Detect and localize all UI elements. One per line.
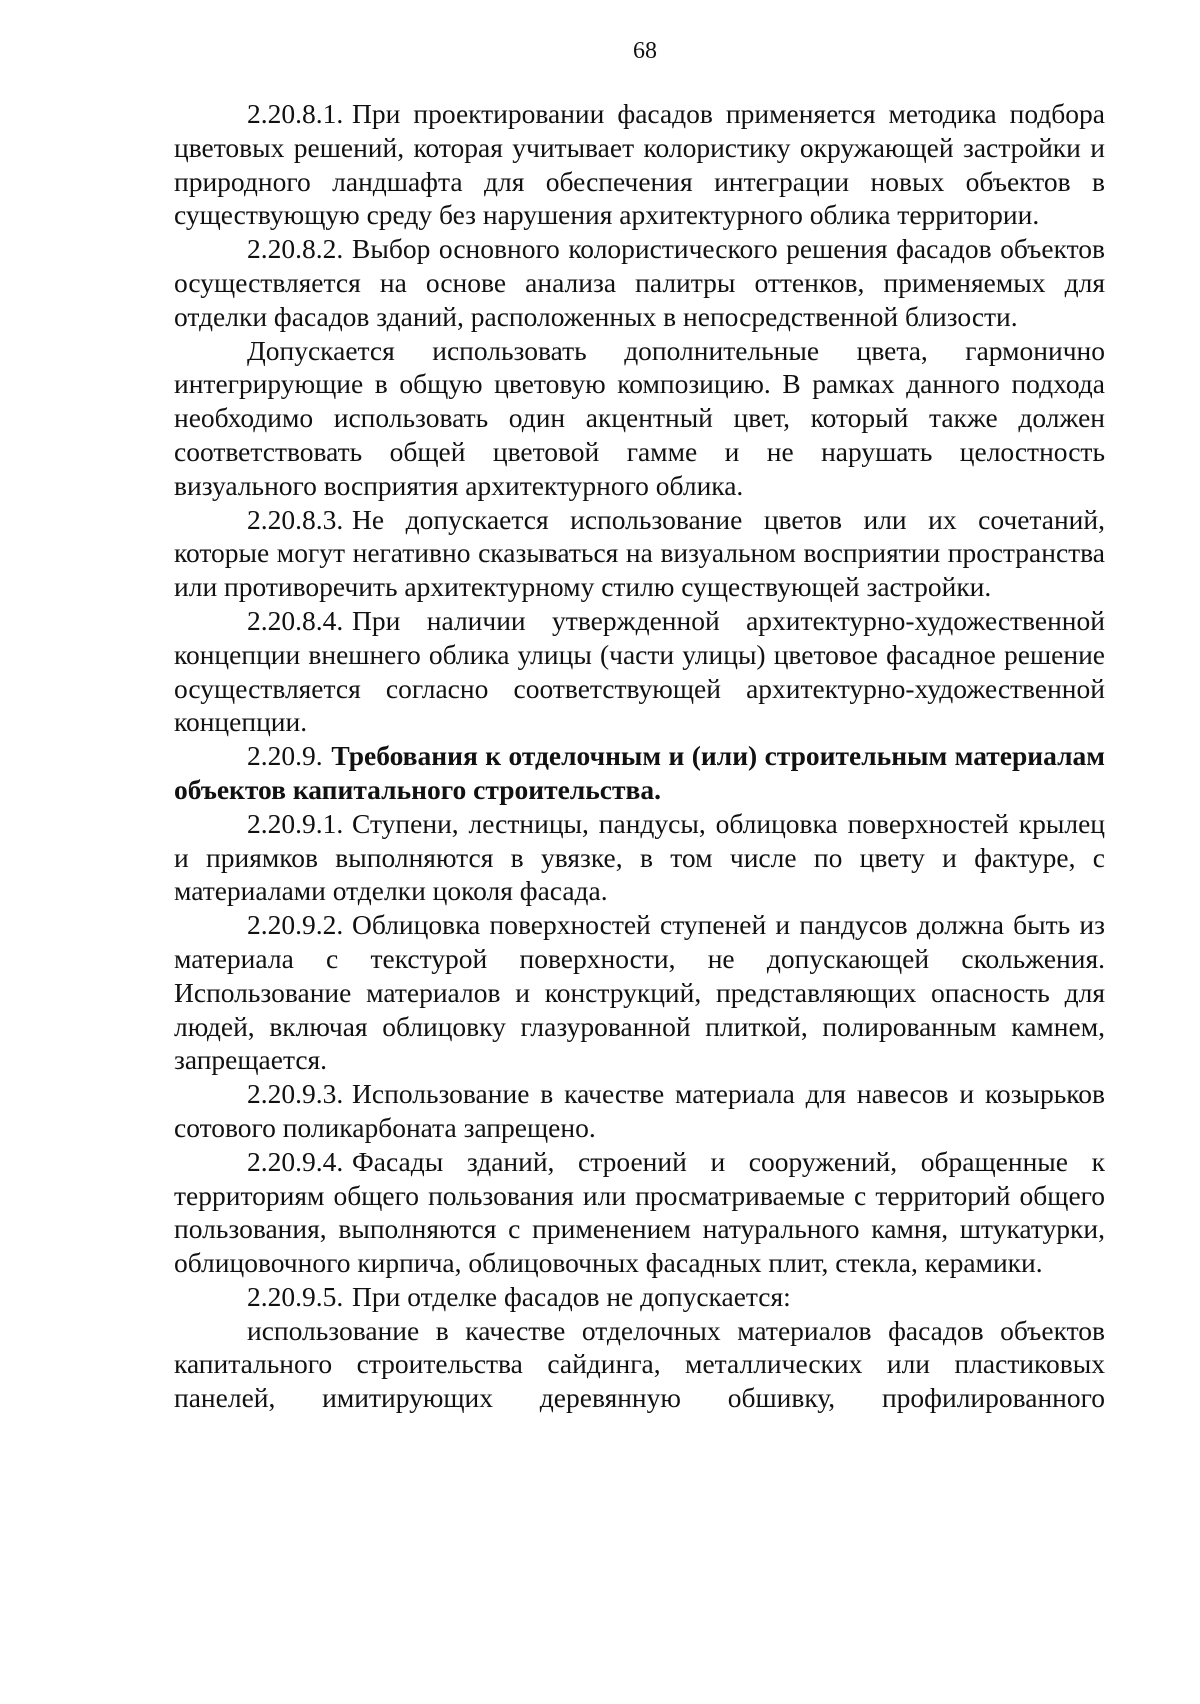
paragraph-number: 2.20.9.5. (247, 1280, 344, 1312)
paragraph-number: 2.20.9. (247, 740, 323, 772)
paragraph-text: Облицовка поверхностей ступеней и пандусов должна быть из материала с текстурой поверхности, не допускающей скольжения. Использование материалов и конструкций, представляющих опасность для людей, включая облицовку глазурованной плиткой, полированным камнем, запрещается. (174, 909, 1105, 1076)
paragraph-2-20-9-3 (174, 1077, 1105, 1145)
paragraph-text: При наличии утвержденной архитектурно-художественной концепции внешнего облика улицы (части улицы) цветовое фасадное решение осуществляется согласно соответствующей архитектурно-художественной концепции. (174, 604, 1105, 738)
paragraph-2-20-9-4 (174, 1145, 1105, 1280)
paragraph-number: 2.20.9.4. (247, 1145, 344, 1177)
paragraph-number: 2.20.8.2. (247, 233, 344, 265)
paragraph-2-20-9-2 (174, 908, 1105, 1077)
paragraph-2-20-8-2 (174, 232, 1105, 333)
paragraph-text: При проектировании фасадов применяется методика подбора цветовых решений, которая учитывает колористику окружающей застройки и природного ландшафта для обеспечения интеграции новых объектов в существующую среду без нарушения архитектурного облика территории. (174, 98, 1105, 231)
paragraph-number: 2.20.9.3. (247, 1078, 344, 1110)
paragraph-2-20-8-4 (174, 604, 1105, 739)
paragraph-number: 2.20.8.3. (247, 503, 344, 535)
paragraph-text: использование в качестве отделочных материалов фасадов объектов капитального строительства сайдинга, металлических или пластиковых панелей, имитирующих деревянную обшивку, профилированного (174, 1314, 1105, 1414)
document-body (174, 97, 1105, 1415)
paragraph-2-20-9-5 (174, 1280, 1105, 1314)
paragraph-number: 2.20.8.1. (247, 98, 344, 129)
paragraph-text: Допускается использовать дополнительные цвета, гармонично интегрирующие в общую цветовую композицию. В рамках данного подхода необходимо использовать один акцентный цвет, который также должен соответствовать общей цветовой гамме и не нарушать целостность визуального восприятия архитектурного облика. (174, 334, 1105, 501)
paragraph-number: 2.20.9.2. (247, 909, 344, 941)
paragraph-text: Выбор основного колористического решения фасадов объектов осуществляется на основе анализа палитры оттенков, применяемых для отделки фасадов зданий, расположенных в непосредственной близости. (174, 233, 1105, 332)
paragraph-text: Использование в качестве материала для навесов и козырьков сотового поликарбоната запрещено. (174, 1078, 1105, 1143)
paragraph-additional-colors (174, 334, 1105, 503)
paragraph-2-20-8-3 (174, 503, 1105, 604)
paragraph-number: 2.20.8.4. (247, 604, 344, 636)
paragraph-prohibited-materials (174, 1314, 1105, 1415)
paragraph-text: Не допускается использование цветов или их сочетаний, которые могут негативно сказываться на визуальном восприятии пространства или противоречить архитектурному стилю существующей застройки. (174, 503, 1105, 603)
paragraph-number: 2.20.9.1. (247, 807, 344, 839)
paragraph-2-20-8-1 (174, 97, 1105, 232)
page-number: 68 (633, 38, 657, 64)
section-heading-2-20-9 (174, 739, 1105, 807)
paragraph-text: Ступени, лестницы, пандусы, облицовка поверхностей крылец и приямков выполняются в увязке, в том числе по цвету и фактуре, с материалами отделки цоколя фасада. (174, 807, 1105, 907)
section-heading-text: Требования к отделочным и (или) строительным материалам объектов капитального строительства. (174, 740, 1105, 805)
paragraph-2-20-9-1 (174, 807, 1105, 908)
paragraph-text: Фасады зданий, строений и сооружений, обращенные к территориям общего пользования или просматриваемые с территорий общего пользования, выполняются с применением натурального камня, штукатурки, облицовочного кирпича, облицовочных фасадных плит, стекла, керамики. (174, 1145, 1105, 1279)
paragraph-text: При отделке фасадов не допускается: (352, 1280, 791, 1312)
